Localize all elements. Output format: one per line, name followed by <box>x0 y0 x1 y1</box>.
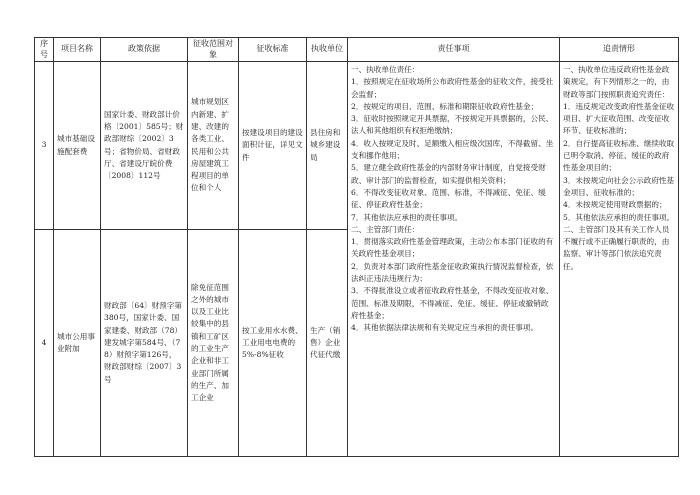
header-row <box>35 38 679 62</box>
accountability-line: 5．其他依法应承担的责任事项。 <box>563 212 675 222</box>
duty-line: 5．建立健全政府性基金的内部财务审计制度，自觉接受财政、审计部门的监督检查，如实提供相关资料； <box>351 163 546 185</box>
header-scope: 征收范围对象 <box>188 38 239 62</box>
duty-line: 3．征收时按照规定开具票据，不按规定开具票据的，公民、法人和其他组织有权拒绝缴纳； <box>351 114 554 136</box>
accountability-line: 一、执收单位违反政府性基金政策规定，有下列情形之一的，由财政等部门按照职责追究责任： <box>563 65 670 99</box>
header-unit: 执收单位 <box>307 38 348 62</box>
row-standard: 按建设项目的建设面积计征，详见文件 <box>239 62 307 230</box>
accountability-line: 1．违反规定改变政府性基金征收项目、扩大征收范围、改变征收环节、征收标准的； <box>563 101 675 136</box>
duty-line: 1．贯彻落实政府性基金管理政策，主动公布本部门征收的有关政府性基金项目； <box>351 237 554 259</box>
header-name: 项目名称 <box>54 38 101 62</box>
row-standard: 按工业用水水费、工业用电电费的5%-8%征收 <box>239 230 307 457</box>
row-scope: 除免征范围之外的城市以及工业比较集中的县镇和工矿区的工业生产企业和非工业部门所属的生产、加工企业 <box>188 230 239 457</box>
accountability-line: 3．未按规定向社会公示政府性基金项目、征收标准的； <box>563 175 675 197</box>
table-row <box>35 62 679 230</box>
accountability-line: 二、主管部门及其有关工作人员不履行或不正确履行职责的，由监察、审计等部门依法追究责任。 <box>563 224 670 271</box>
duty-line: 4．收入按规定及时、足额缴入相应级次国库，不得截留、坐支和挪作他用； <box>351 138 554 161</box>
row-name: 城市基础设施配套费 <box>54 62 101 230</box>
row-name: 城市公用事业附加 <box>54 230 101 457</box>
duty-line: 2．按规定的项目、范围、标准和期限征收政府性基金； <box>351 101 539 111</box>
duty-line: 2．负责对本部门政府性基金征收政策执行情况监督检查，依法纠正违法违规行为； <box>351 261 554 284</box>
duty-line: 7．其他依法应承担的责任事项。 <box>351 212 463 222</box>
row-basis: 国家计委、财政部计价格〔2001〕585号；财政部财综〔2002〕3号；省物价局、省财政厅、省建设厅皖价费〔2008〕112号 <box>101 62 188 230</box>
duties-cell <box>348 62 560 457</box>
header-accountability: 追责情形 <box>560 38 679 62</box>
header-standard: 征收标准 <box>239 38 307 62</box>
duty-line: 3．不得批准设立或者征收政府性基金，不得改变征收对象、范围、标准及期限，不得减征、免征、缓征、停征或撤销政府性基金； <box>351 286 554 320</box>
duty-line: 一、执收单位责任： <box>351 65 420 74</box>
header-no: 序号 <box>35 38 54 62</box>
row-no: 4 <box>35 230 54 457</box>
accountability-cell <box>560 62 679 457</box>
row-scope: 城市规划区内新建、扩建、改建的各类工业、民用和公共房屋建筑工程项目的单位和个人 <box>188 62 239 230</box>
row-unit: 生产（销售）企业代征代缴 <box>307 230 348 457</box>
row-no: 3 <box>35 62 54 230</box>
accountability-line: 4．未按规定使用财政票据的； <box>563 200 667 210</box>
duty-line: 二、主管部门责任： <box>351 224 420 234</box>
fee-table <box>34 37 679 457</box>
row-basis: 财政部〔64〕财预字第380号，国家计委、国家建委、财政部（78）建发城字第584号、（78）财预字第126号，财政部财综〔2007〕3号 <box>101 230 188 457</box>
row-unit: 县住房和城乡建设局 <box>307 62 348 230</box>
header-duties: 责任事项 <box>348 38 560 62</box>
duty-line: 4．其他依据法律法规和有关规定应当承担的责任事项。 <box>351 323 539 333</box>
duty-line: 1．按照规定在征收场所公布政府性基金的征收文件，接受社会监督； <box>351 77 554 99</box>
duty-line: 6．不得改变征收对象、范围、标准，不得减征、免征、缓征、停征政府性基金； <box>351 187 546 210</box>
accountability-line: 2．自行提高征收标准、继续收取已明令取消、停征、缓征的政府性基金项目的； <box>563 138 675 173</box>
header-basis: 政策依据 <box>101 38 188 62</box>
